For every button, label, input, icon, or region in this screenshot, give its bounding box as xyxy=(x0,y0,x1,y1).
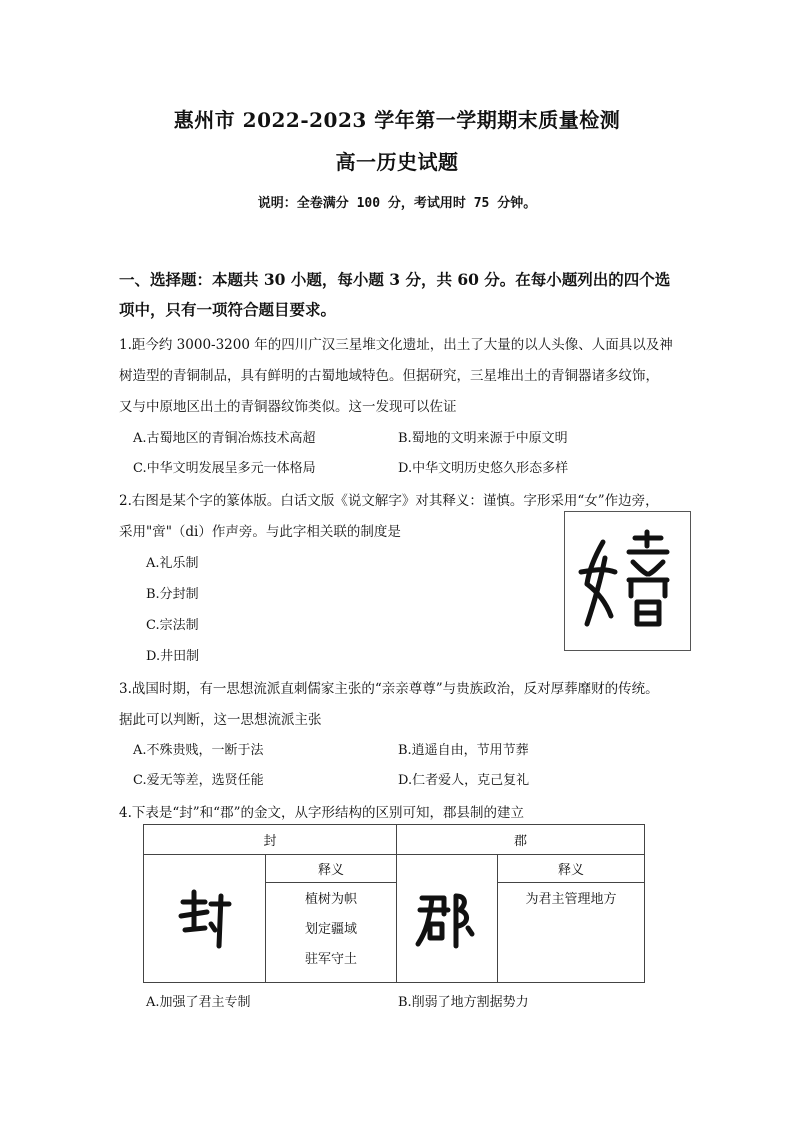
q3-stem-line1: 3.战国时期，有一思想流派直刺儒家主张的“亲亲尊尊”与贵族政治，反对厚葬靡财的传统。 xyxy=(119,681,659,697)
q1-option-b: B.蜀地的文明来源于中原文明 xyxy=(398,431,568,446)
section-heading-line2: 项中，只有一项符合题目要求。 xyxy=(119,300,337,319)
q3-option-b: B.逍遥自由，节用节葬 xyxy=(398,743,529,758)
q3-option-a: A.不殊贵贱，一断于法 xyxy=(133,743,264,758)
table-header-jun: 郡 xyxy=(397,825,645,855)
q2-option-d: D.井田制 xyxy=(146,649,200,664)
q1-option-a: A.古蜀地区的青铜冶炼技术高超 xyxy=(133,431,316,446)
q2-option-c: C.宗法制 xyxy=(146,618,199,633)
feng-meaning-1: 植树为帜 xyxy=(305,892,358,907)
jun-meaning-cell xyxy=(498,883,645,983)
table-header-feng: 封 xyxy=(144,825,397,855)
q4-option-b: B.削弱了地方割据势力 xyxy=(398,995,529,1010)
q4-option-a: A.加强了君主专制 xyxy=(146,995,251,1010)
q2-stem-line2: 采用"啻"（di）作声旁。与此字相关联的制度是 xyxy=(119,524,401,540)
q3-option-d: D.仁者爱人，克己复礼 xyxy=(398,773,530,788)
q1-option-c: C.中华文明发展呈多元一体格局 xyxy=(133,461,316,476)
feng-meaning-2: 划定疆域 xyxy=(305,922,358,937)
q3-stem-line2: 据此可以判断，这一思想流派主张 xyxy=(119,712,322,728)
q4-table xyxy=(143,824,645,983)
section-heading-line1: 一、选择题：本题共 30 小题，每小题 3 分，共 60 分。在每小题列出的四个选 xyxy=(119,270,671,289)
q1-stem-line3: 又与中原地区出土的青铜器纹饰类似。这一发现可以佐证 xyxy=(119,399,457,415)
exam-subtitle: 高一历史试题 xyxy=(335,150,459,174)
feng-meaning-header: 释义 xyxy=(266,855,397,883)
seal-script-image xyxy=(564,511,691,651)
q1-stem-line2: 树造型的青铜制品，具有鲜明的古蜀地域特色。但据研究，三星堆出土的青铜器诸多纹饰， xyxy=(119,368,659,384)
feng-meaning-3: 驻军守土 xyxy=(305,952,358,967)
jun-bronze-glyph xyxy=(397,855,498,983)
q2-option-b: B.分封制 xyxy=(146,587,199,602)
q1-option-d: D.中华文明历史悠久形态多样 xyxy=(398,461,569,476)
jun-meaning-header: 释义 xyxy=(498,855,645,883)
feng-bronze-glyph xyxy=(144,855,266,983)
jun-bronze-script-icon xyxy=(412,884,482,954)
feng-meanings-cell xyxy=(266,883,397,983)
q3-option-c: C.爱无等差，选贤任能 xyxy=(133,773,264,788)
jun-meaning-1: 为君主管理地方 xyxy=(525,892,617,907)
q2-stem-line1: 2.右图是某个字的篆体版。白话文版《说文解字》对其释义：谨慎。字形采用“女”作边旁， xyxy=(119,493,659,509)
q4-stem-line1: 4.下表是“封”和“郡”的金文，从字形结构的区别可知，郡县制的建立 xyxy=(119,805,524,821)
exam-title: 惠州市 2022-2023 学年第一学期期末质量检测 xyxy=(173,108,621,132)
q1-stem-line1: 1.距今约 3000-3200 年的四川广汉三星堆文化遗址，出土了大量的以人头像、人面具以及神 xyxy=(119,337,673,353)
seal-script-character-icon xyxy=(565,512,690,650)
exam-note: 说明：全卷满分 100 分，考试用时 75 分钟。 xyxy=(257,196,537,211)
q2-option-a: A.礼乐制 xyxy=(146,556,199,571)
feng-bronze-script-icon xyxy=(175,884,235,954)
